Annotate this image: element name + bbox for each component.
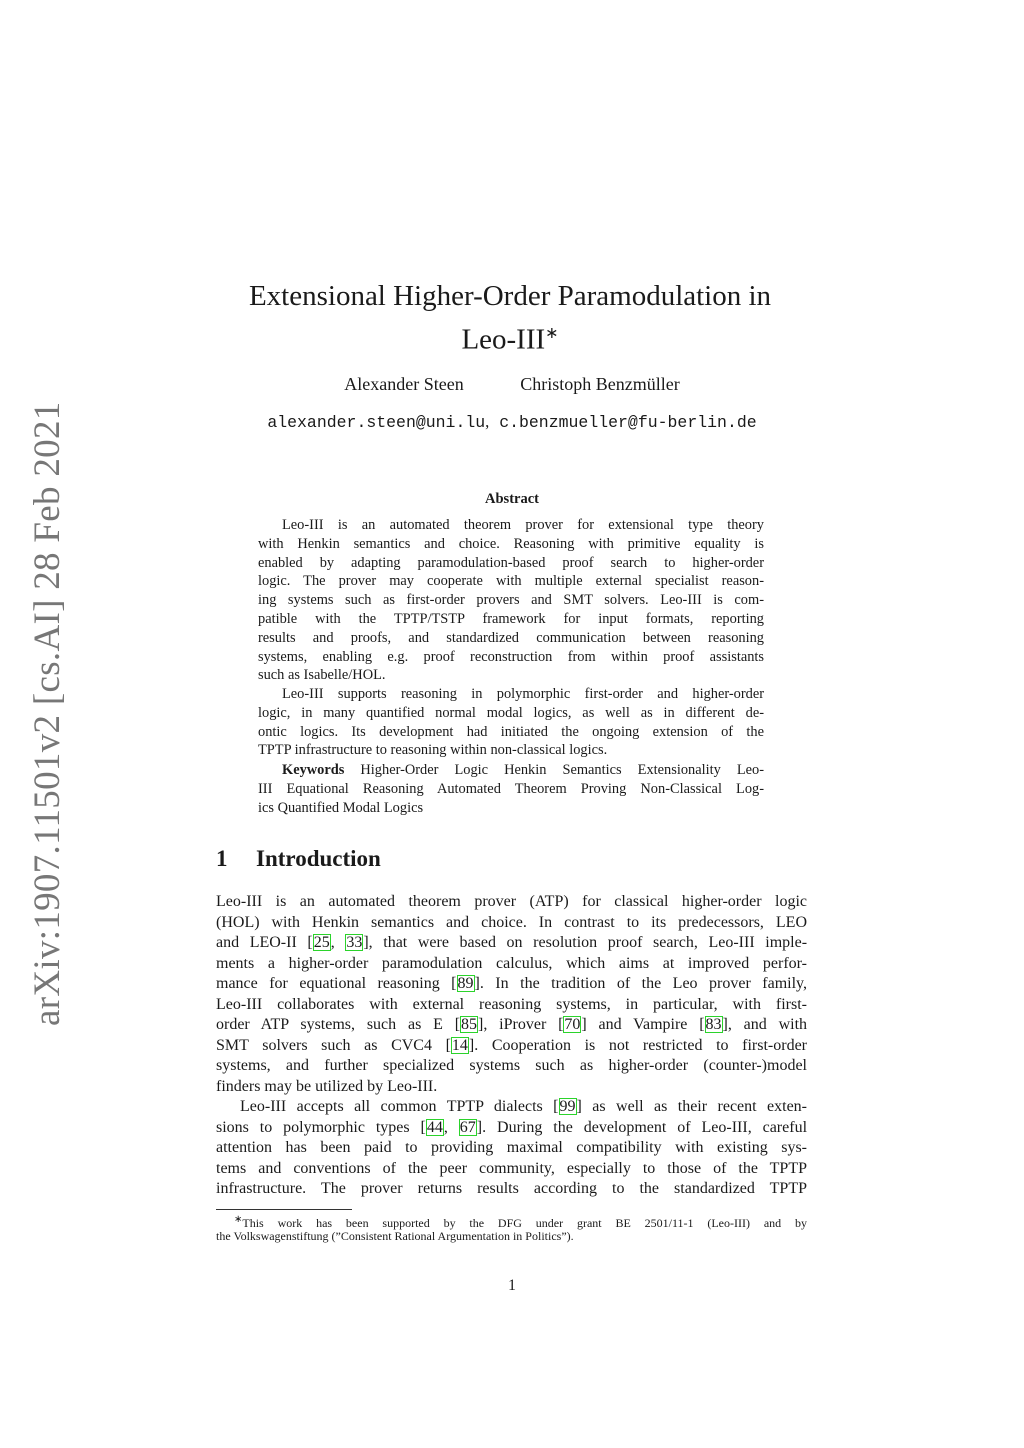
citation-link[interactable]: 85: [461, 1016, 478, 1033]
title-line-2: [200, 315, 820, 359]
author-name: Alexander Steen: [344, 374, 464, 394]
text-line: ics Quantified Modal Logics: [258, 799, 424, 816]
section-number: 1: [216, 846, 228, 871]
keywords-paragraph: [258, 761, 764, 817]
text-line: and LEO-II [25, 33], that were based on resolution proof search, Leo-III imple-: [216, 934, 808, 951]
text-line: infrastructure. The prover returns results according to the standardized TPTP: [216, 1180, 807, 1197]
text-line: ing systems such as first-order provers and SMT solvers. Leo-III is com-: [258, 592, 764, 609]
text-line: attention has been paid to providing maximal compatibility with existing sys-: [216, 1139, 807, 1156]
text-line: (HOL) with Henkin semantics and choice. In contrast to its predecessors, LEO: [216, 913, 807, 931]
author-name: Christoph Benzmüller: [520, 374, 680, 394]
email-link[interactable]: alexander.steen@uni.lu: [267, 413, 486, 432]
title-footnote-mark: ∗: [545, 325, 559, 342]
text-line: sions to polymorphic types [44, 67]. During the development of Leo-III, careful: [216, 1118, 808, 1136]
text-line: logic, in many quantified normal modal logics, as well as in different de-: [258, 704, 764, 721]
author-list: [0, 374, 1024, 395]
citation-link[interactable]: 25: [313, 934, 330, 951]
text-line: ontic logics. Its development had initiated the ongoing extension of the: [258, 723, 764, 740]
text-line: mance for equational reasoning [89]. In the tradition of the Leo prover family,: [216, 975, 807, 992]
abstract-paragraph-2: [258, 685, 764, 760]
intro-paragraph-1: [216, 892, 807, 1097]
footnote-mark: ∗: [234, 1214, 243, 1225]
section-heading: [216, 846, 381, 872]
author-emails: [0, 412, 1024, 432]
text-line: logic. The prover may cooperate with multiple external specialist reason-: [258, 573, 764, 590]
intro-paragraph-2: [216, 1097, 807, 1200]
text-line: results and proofs, and standardized communication between reasoning: [258, 629, 764, 646]
text-line: patible with the TPTP/TSTP framework for input formats, reporting: [258, 610, 764, 627]
citation-link[interactable]: 99: [559, 1098, 576, 1115]
page-number: 1: [508, 1277, 516, 1294]
citation-link[interactable]: 44: [426, 1118, 443, 1136]
keywords-label: Keywords: [282, 762, 345, 778]
paper-title: [200, 278, 820, 359]
abstract-heading: Abstract: [485, 491, 539, 507]
citation-link[interactable]: 67: [459, 1118, 476, 1136]
text-line: systems, and further specialized systems such as higher-order (counter-)model: [216, 1057, 807, 1074]
citation-link[interactable]: 83: [705, 1016, 722, 1033]
abstract-paragraph-1: [258, 516, 764, 685]
section-title: Introduction: [256, 846, 381, 871]
text-line: Leo-III is an automated theorem prover (ATP) for classical higher-order logic: [216, 893, 807, 910]
text-line: finders may be utilized by Leo-III.: [216, 1077, 438, 1095]
citation-link[interactable]: 70: [564, 1016, 581, 1033]
title-line-1: Extensional Higher-Order Paramodulation in: [248, 280, 772, 312]
email-separator: ,: [485, 412, 490, 431]
citation-link[interactable]: 33: [346, 934, 363, 951]
text-line: Leo-III is an automated theorem prover for extensional type theory: [282, 517, 764, 533]
text-line: with Henkin semantics and choice. Reasoning with primitive equality is: [258, 535, 764, 552]
text-line: Leo-III supports reasoning in polymorphic first-order and higher-order: [282, 686, 764, 702]
title-line-2-text: Leo-III: [461, 323, 546, 356]
text-line: SMT solvers such as CVC4 [14]. Cooperation is not restricted to first-order: [216, 1036, 807, 1054]
text-line: III Equational Reasoning Automated Theorem Proving Non-Classical Log-: [258, 780, 764, 797]
text-line: [258, 761, 764, 780]
text-line: systems, enabling e.g. proof reconstruction from within proof assistants: [258, 648, 764, 665]
footnote-line: the Volkswagenstiftung (”Consistent Rational Argumentation in Politics”).: [216, 1229, 574, 1243]
text-line: enabled by adapting paramodulation-based proof search to higher-order: [258, 554, 764, 571]
footnote-line: ∗This work has been supported by the DFG under grant BE 2501/11-1 (Leo-III) and by: [234, 1214, 807, 1230]
footnote: [216, 1212, 807, 1244]
text-line: Leo-III accepts all common TPTP dialects [99] as well as their recent exten-: [240, 1098, 808, 1115]
arxiv-identifier-stamp: arXiv:1907.11501v2 [cs.AI] 28 Feb 2021: [27, 401, 68, 1026]
text-line: ments a higher-order paramodulation calculus, which aims at improved perfor-: [216, 954, 807, 972]
text-line: TPTP infrastructure to reasoning within non-classical logics.: [258, 742, 608, 759]
text-line: such as Isabelle/HOL.: [258, 667, 386, 684]
text-line: tems and conventions of the peer community, especially to those of the TPTP: [216, 1159, 807, 1177]
keywords-text: Higher-Order Logic Henkin Semantics Extensionality Leo-: [360, 762, 764, 778]
citation-link[interactable]: 14: [451, 1036, 468, 1054]
footnote-rule: [216, 1209, 352, 1210]
text-line: order ATP systems, such as E [85], iProver [70] and Vampire [83], and with: [216, 1016, 808, 1033]
email-link[interactable]: c.benzmueller@fu-berlin.de: [499, 413, 757, 432]
citation-link[interactable]: 89: [457, 975, 474, 992]
text-line: Leo-III collaborates with external reasoning systems, in particular, with first-: [216, 995, 807, 1013]
